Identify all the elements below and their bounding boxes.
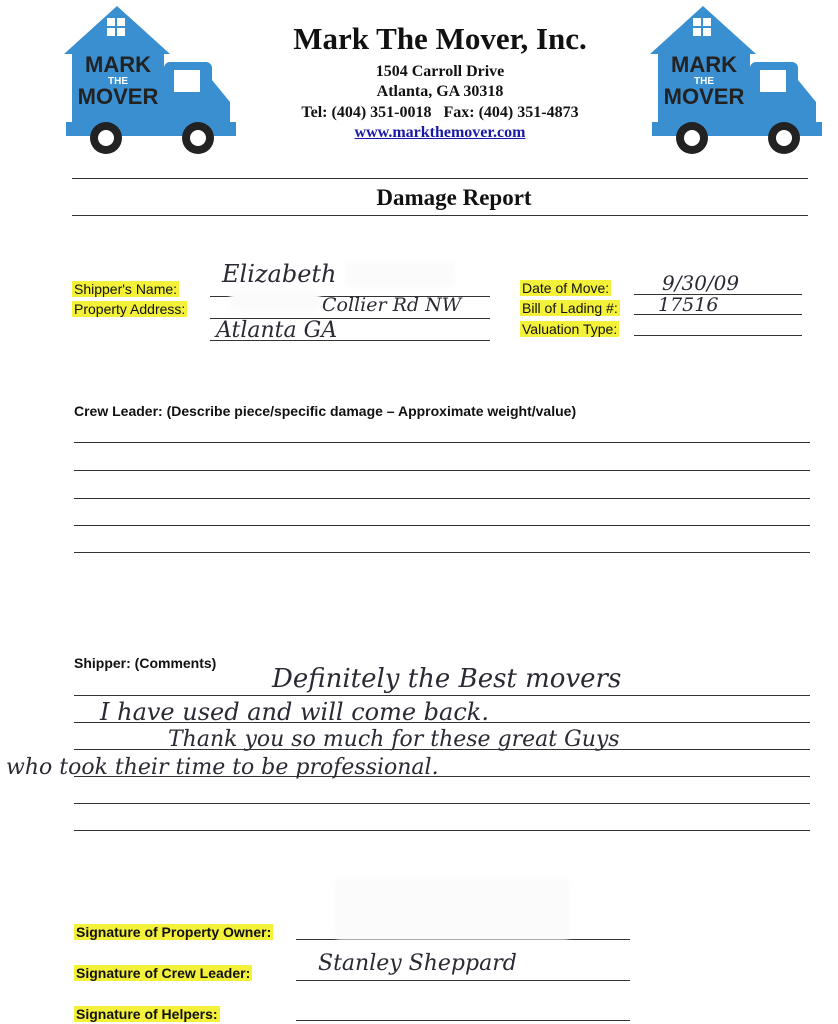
bill-of-lading-handwriting: 17516 — [658, 294, 719, 316]
company-logo-left — [62, 4, 240, 156]
comment-handwriting-2: I have used and will come back. — [100, 698, 489, 726]
helpers-signature-label: Signature of Helpers: — [76, 1006, 218, 1022]
property-address-label: Property Address: — [74, 301, 186, 317]
shipper-name-handwriting: Elizabeth — [222, 260, 337, 288]
bill-of-lading-label: Bill of Lading #: — [522, 300, 618, 316]
owner-signature-redaction — [335, 878, 570, 940]
shipper-name-redaction — [345, 262, 455, 288]
company-name: Mark The Mover, Inc. — [293, 21, 587, 56]
logo-text-line1: MARK — [85, 52, 151, 77]
company-header — [240, 18, 640, 143]
address-handwriting-1: Collier Rd NW — [322, 294, 462, 316]
crew-leader-line-3 — [74, 498, 810, 499]
owner-signature-label: Signature of Property Owner: — [76, 924, 272, 940]
comment-handwriting-1: Definitely the Best movers — [272, 664, 622, 694]
crew-leader-line-1 — [74, 442, 810, 443]
comment-handwriting-4: who took their time to be professional. — [6, 755, 439, 780]
shipper-name-label: Shipper's Name: — [74, 281, 178, 297]
crew-leader-signature-line — [296, 980, 630, 981]
address-handwriting-2: Atlanta GA — [216, 318, 338, 343]
crew-leader-label: Crew Leader: (Describe piece/specific damage – Approximate weight/value) — [74, 403, 577, 419]
company-phones: Tel: (404) 351-0018 Fax: (404) 351-4873 — [301, 104, 579, 121]
comments-line-5 — [74, 803, 810, 804]
comments-line-6 — [74, 830, 810, 831]
report-title: Damage Report — [376, 185, 532, 210]
company-logo-right — [648, 4, 826, 156]
crew-leader-line-5 — [74, 552, 810, 553]
address-redaction — [230, 290, 320, 312]
logo-text-line3: MOVER — [77, 84, 159, 109]
company-street: 1504 Carroll Drive — [375, 63, 505, 80]
header-rule-top — [72, 178, 808, 179]
shipper-comments-label: Shipper: (Comments) — [74, 655, 217, 671]
crew-leader-line-2 — [74, 470, 810, 471]
crew-leader-line-4 — [74, 525, 810, 526]
logo-text-line3: MOVER — [663, 84, 745, 109]
company-city: Atlanta, GA 30318 — [376, 83, 504, 100]
header-rule-bottom — [72, 215, 808, 216]
logo-text-line1: MARK — [671, 52, 737, 77]
company-website[interactable]: www.markthemover.com — [354, 124, 526, 141]
date-of-move-label: Date of Move: — [522, 280, 610, 296]
logo-text-line2: THE — [694, 76, 714, 87]
helpers-signature-line — [296, 1020, 630, 1021]
valuation-type-line — [634, 335, 802, 336]
crew-leader-signature: Stanley Sheppard — [318, 951, 517, 976]
comments-line-1 — [74, 695, 810, 696]
comment-handwriting-3: Thank you so much for these great Guys — [168, 727, 620, 752]
crew-leader-signature-label: Signature of Crew Leader: — [76, 965, 251, 981]
logo-text-line2: THE — [108, 76, 128, 87]
valuation-type-label: Valuation Type: — [522, 321, 618, 337]
date-of-move-handwriting: 9/30/09 — [662, 271, 740, 295]
